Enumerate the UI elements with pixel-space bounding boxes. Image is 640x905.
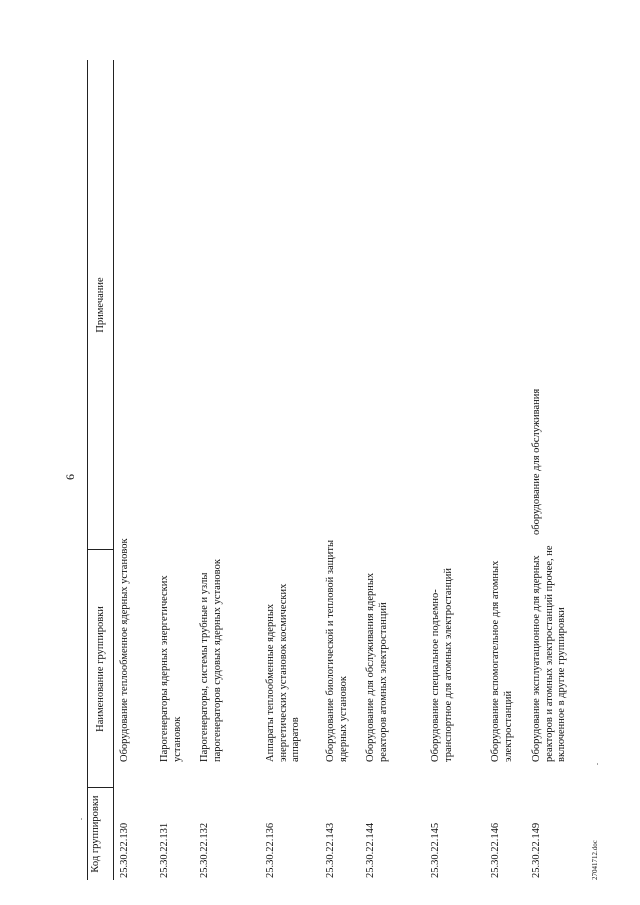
row-name: Оборудование вспомогательное для атомных электростанций: [490, 560, 514, 762]
header-code-label: Код группировки: [90, 795, 101, 873]
margin-mark: .: [591, 763, 600, 765]
row-code: 25.30.22.145: [430, 822, 441, 878]
row-code: 25.30.22.131: [159, 822, 170, 878]
row-name: Оборудование биологической и тепловой защиты ядерных установок: [325, 539, 349, 762]
row-code: 25.30.22.143: [325, 822, 336, 878]
row-code: 25.30.22.149: [531, 822, 542, 878]
row-name: Оборудование для обслуживания ядерных реакторов атомных электростанций: [365, 572, 389, 762]
row-note: оборудование для обслуживания: [531, 388, 542, 535]
footer-filename: 27041712.doc: [591, 840, 599, 880]
row-code: 25.30.22.144: [365, 822, 376, 878]
header-note: [95, 60, 107, 550]
row-code: 25.30.22.136: [265, 822, 276, 878]
rotated-page: [55, 60, 615, 880]
row-name: Парогенераторы ядерных энергетических установок: [159, 575, 183, 762]
table-top-border: [87, 60, 88, 880]
row-name: Парогенераторы, системы трубные и узлы парогенераторов судовых ядерных установок: [199, 559, 223, 762]
header-code: [90, 788, 102, 880]
header-note-label: Примечание: [95, 277, 106, 333]
row-code: 25.30.22.146: [490, 822, 501, 878]
header-name: [95, 550, 107, 788]
row-name: Оборудование теплообменное ядерных установок: [119, 538, 130, 762]
page-number: 6: [63, 474, 77, 480]
row-name: Оборудование специальное подъемно-транспортное для атомных электростанций: [430, 567, 454, 762]
header-name-label: Наименование группировки: [95, 606, 106, 732]
row-code: 25.30.22.130: [119, 822, 130, 878]
margin-mark: .: [75, 818, 84, 820]
row-name: Аппараты теплообменные ядерных энергетических установок космических аппаратов: [265, 583, 302, 762]
header-bottom-border: [113, 60, 114, 880]
row-code: 25.30.22.132: [199, 822, 210, 878]
row-name: Оборудование эксплуатационное для ядерных реакторов и атомных электростанций прочее, не включенное в другие группировки: [531, 545, 568, 762]
